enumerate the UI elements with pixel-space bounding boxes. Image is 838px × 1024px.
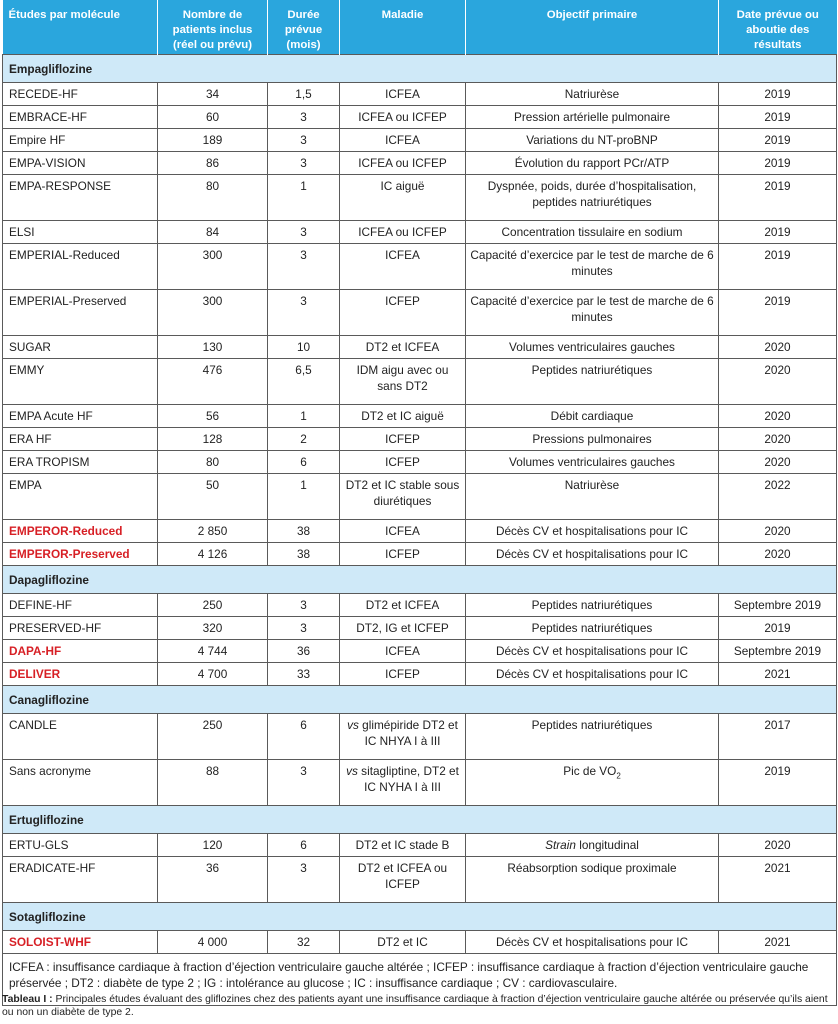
objective-text: Évolution du rapport PCr/ATP xyxy=(514,155,670,170)
cell-patients: 4 000 xyxy=(158,930,268,953)
disease-text: ICFEA xyxy=(385,132,420,147)
caption-label: Tableau I : xyxy=(2,994,53,1005)
cell-patients: 189 xyxy=(158,128,268,151)
cell-objective xyxy=(466,833,719,856)
cell-disease xyxy=(340,473,466,519)
cell-patients: 128 xyxy=(158,427,268,450)
objective-text: Décès CV et hospitalisations pour IC xyxy=(495,523,689,538)
cell-duration: 33 xyxy=(268,662,340,685)
cell-study: ELSI xyxy=(3,220,158,243)
group-row xyxy=(3,902,837,930)
cell-patients: 60 xyxy=(158,105,268,128)
cell-disease xyxy=(340,427,466,450)
cell-duration: 3 xyxy=(268,759,340,805)
cell-study: EMPEROR-Preserved xyxy=(3,542,158,565)
table-row xyxy=(3,174,837,220)
table-row xyxy=(3,404,837,427)
table-header xyxy=(3,0,837,54)
header-disease: Maladie xyxy=(340,0,466,54)
table-row xyxy=(3,519,837,542)
disease-text: ICFEA xyxy=(385,86,420,101)
cell-disease xyxy=(340,358,466,404)
cell-duration: 3 xyxy=(268,220,340,243)
table-row xyxy=(3,289,837,335)
cell-patients: 80 xyxy=(158,174,268,220)
objective-text: Pression artérielle pulmonaire xyxy=(513,109,671,124)
cell-disease xyxy=(340,151,466,174)
disease-text: DT2 et IC xyxy=(377,934,428,949)
disease-text: DT2 et ICFEA xyxy=(365,339,440,354)
table-row xyxy=(3,856,837,902)
cell-date: 2019 xyxy=(719,289,837,335)
cell-patients: 120 xyxy=(158,833,268,856)
objective-subscript: 2 xyxy=(616,770,621,780)
cell-disease xyxy=(340,128,466,151)
group-row xyxy=(3,805,837,833)
table-row xyxy=(3,542,837,565)
group-name: Dapagliflozine xyxy=(3,565,837,593)
cell-duration: 6 xyxy=(268,833,340,856)
cell-objective xyxy=(466,519,719,542)
cell-objective xyxy=(466,358,719,404)
cell-date: 2019 xyxy=(719,151,837,174)
table-row xyxy=(3,662,837,685)
objective-text: Variations du NT-proBNP xyxy=(526,132,658,147)
cell-study: EMPA-VISION xyxy=(3,151,158,174)
cell-disease xyxy=(340,593,466,616)
disease-text: ICFEP xyxy=(385,666,420,681)
disease-text: ICFEA xyxy=(385,247,420,262)
objective-text: Décès CV et hospitalisations pour IC xyxy=(495,666,689,681)
cell-date: 2021 xyxy=(719,662,837,685)
cell-date: 2020 xyxy=(719,519,837,542)
cell-duration: 38 xyxy=(268,519,340,542)
cell-date: 2020 xyxy=(719,542,837,565)
cell-objective xyxy=(466,82,719,105)
cell-duration: 3 xyxy=(268,616,340,639)
group-name: Canagliflozine xyxy=(3,685,837,713)
cell-disease xyxy=(340,616,466,639)
cell-study: EMPA-RESPONSE xyxy=(3,174,158,220)
cell-patients: 320 xyxy=(158,616,268,639)
cell-patients: 250 xyxy=(158,593,268,616)
cell-patients: 4 744 xyxy=(158,639,268,662)
table-row xyxy=(3,358,837,404)
cell-study: SOLOIST-WHF xyxy=(3,930,158,953)
group-name: Sotagliflozine xyxy=(3,902,837,930)
objective-text: Décès CV et hospitalisations pour IC xyxy=(495,643,689,658)
cell-duration: 3 xyxy=(268,243,340,289)
cell-objective xyxy=(466,639,719,662)
cell-disease xyxy=(340,542,466,565)
table-row xyxy=(3,427,837,450)
cell-patients: 80 xyxy=(158,450,268,473)
disease-text: DT2 et ICFEA xyxy=(365,597,440,612)
table-caption xyxy=(2,993,836,1019)
cell-duration: 6 xyxy=(268,713,340,759)
table-row xyxy=(3,105,837,128)
cell-disease xyxy=(340,450,466,473)
disease-text: ICFEP xyxy=(385,431,420,446)
table-row xyxy=(3,128,837,151)
objective-text: Volumes ventriculaires gauches xyxy=(509,454,675,469)
objective-text: Pic de VO xyxy=(563,763,617,778)
objective-text: Peptides natriurétiques xyxy=(531,717,653,732)
group-name: Empagliflozine xyxy=(3,54,837,82)
cell-date: 2019 xyxy=(719,105,837,128)
cell-patients: 130 xyxy=(158,335,268,358)
cell-duration: 3 xyxy=(268,289,340,335)
cell-date: 2022 xyxy=(719,473,837,519)
cell-objective xyxy=(466,220,719,243)
objective-text: Pressions pulmonaires xyxy=(532,431,652,446)
cell-patients: 84 xyxy=(158,220,268,243)
objective-text: longitudinal xyxy=(575,837,639,852)
cell-duration: 2 xyxy=(268,427,340,450)
header-patients: Nombre de patients inclus (réel ou prévu) xyxy=(158,0,268,54)
cell-patients: 4 700 xyxy=(158,662,268,685)
table-row xyxy=(3,639,837,662)
cell-patients: 476 xyxy=(158,358,268,404)
cell-study: Sans acronyme xyxy=(3,759,158,805)
cell-date: 2020 xyxy=(719,335,837,358)
cell-study: EMPERIAL-Preserved xyxy=(3,289,158,335)
cell-objective xyxy=(466,174,719,220)
cell-date: 2019 xyxy=(719,220,837,243)
cell-disease xyxy=(340,519,466,542)
header-objective: Objectif primaire xyxy=(466,0,719,54)
header-date: Date prévue ou aboutie des résultats xyxy=(719,0,837,54)
cell-date: 2017 xyxy=(719,713,837,759)
cell-date: 2019 xyxy=(719,759,837,805)
cell-duration: 3 xyxy=(268,128,340,151)
cell-disease xyxy=(340,174,466,220)
cell-date: Septembre 2019 xyxy=(719,593,837,616)
disease-text: DT2 et IC stable sous diurétiques xyxy=(345,477,460,508)
cell-date: 2019 xyxy=(719,243,837,289)
cell-date: 2021 xyxy=(719,856,837,902)
cell-patients: 50 xyxy=(158,473,268,519)
table-row xyxy=(3,220,837,243)
cell-patients: 4 126 xyxy=(158,542,268,565)
cell-date: 2019 xyxy=(719,616,837,639)
cell-disease xyxy=(340,82,466,105)
cell-disease xyxy=(340,105,466,128)
cell-study: EMMY xyxy=(3,358,158,404)
cell-disease xyxy=(340,930,466,953)
objective-italic: Strain xyxy=(545,837,576,852)
table-row xyxy=(3,930,837,953)
cell-duration: 36 xyxy=(268,639,340,662)
cell-study: ERA HF xyxy=(3,427,158,450)
cell-study: EMPA Acute HF xyxy=(3,404,158,427)
table-row xyxy=(3,593,837,616)
cell-patients: 88 xyxy=(158,759,268,805)
studies-table xyxy=(2,0,837,1006)
cell-duration: 6 xyxy=(268,450,340,473)
cell-disease xyxy=(340,243,466,289)
cell-duration: 38 xyxy=(268,542,340,565)
cell-objective xyxy=(466,473,719,519)
cell-duration: 1 xyxy=(268,404,340,427)
cell-objective xyxy=(466,856,719,902)
objective-text: Natriurèse xyxy=(564,477,620,492)
cell-objective xyxy=(466,128,719,151)
group-row xyxy=(3,54,837,82)
cell-date: 2021 xyxy=(719,930,837,953)
cell-date: 2020 xyxy=(719,427,837,450)
objective-text: Volumes ventriculaires gauches xyxy=(509,339,675,354)
cell-study: EMPERIAL-Reduced xyxy=(3,243,158,289)
disease-text: DT2, IG et ICFEP xyxy=(356,620,449,635)
disease-text: glimépiride DT2 et IC NHYA I à III xyxy=(358,717,458,748)
disease-text: ICFEP xyxy=(385,546,420,561)
disease-text: ICFEP xyxy=(385,454,420,469)
objective-text: Peptides natriurétiques xyxy=(531,620,653,635)
cell-duration: 3 xyxy=(268,105,340,128)
cell-study: CANDLE xyxy=(3,713,158,759)
disease-text: IC aiguë xyxy=(380,178,425,193)
disease-text: ICFEA xyxy=(385,643,420,658)
objective-text: Réabsorption sodique proximale xyxy=(507,860,677,875)
objective-text: Peptides natriurétiques xyxy=(531,362,653,377)
table-row xyxy=(3,450,837,473)
group-row xyxy=(3,565,837,593)
cell-patients: 300 xyxy=(158,289,268,335)
cell-date: 2020 xyxy=(719,450,837,473)
objective-text: Décès CV et hospitalisations pour IC xyxy=(495,546,689,561)
disease-text: ICFEA ou ICFEP xyxy=(358,109,447,124)
header-study: Études par molécule xyxy=(3,0,158,54)
table-row xyxy=(3,713,837,759)
cell-patients: 250 xyxy=(158,713,268,759)
disease-text: ICFEA xyxy=(385,523,420,538)
cell-study: EMPA xyxy=(3,473,158,519)
cell-objective xyxy=(466,759,719,805)
cell-duration: 3 xyxy=(268,151,340,174)
cell-study: EMPEROR-Reduced xyxy=(3,519,158,542)
table-row xyxy=(3,833,837,856)
cell-duration: 6,5 xyxy=(268,358,340,404)
disease-vs: vs xyxy=(346,763,358,778)
table-row xyxy=(3,616,837,639)
table-row xyxy=(3,151,837,174)
cell-study: ERA TROPISM xyxy=(3,450,158,473)
cell-patients: 300 xyxy=(158,243,268,289)
cell-disease xyxy=(340,713,466,759)
cell-study: DELIVER xyxy=(3,662,158,685)
objective-text: Débit cardiaque xyxy=(550,408,634,423)
cell-disease xyxy=(340,833,466,856)
disease-vs: vs xyxy=(347,717,359,732)
objective-text: Peptides natriurétiques xyxy=(531,597,653,612)
cell-disease xyxy=(340,856,466,902)
cell-objective xyxy=(466,662,719,685)
cell-date: 2020 xyxy=(719,358,837,404)
group-row xyxy=(3,685,837,713)
group-name: Ertugliflozine xyxy=(3,805,837,833)
cell-disease xyxy=(340,289,466,335)
disease-text: DT2 et IC stade B xyxy=(355,837,450,852)
objective-text: Natriurèse xyxy=(564,86,620,101)
cell-duration: 10 xyxy=(268,335,340,358)
cell-patients: 34 xyxy=(158,82,268,105)
cell-study: RECEDE-HF xyxy=(3,82,158,105)
cell-objective xyxy=(466,243,719,289)
disease-text: ICFEA ou ICFEP xyxy=(358,224,447,239)
disease-text: DT2 et ICFEA ou ICFEP xyxy=(357,860,448,891)
cell-disease xyxy=(340,404,466,427)
cell-date: 2019 xyxy=(719,174,837,220)
cell-study: ERTU-GLS xyxy=(3,833,158,856)
cell-duration: 1,5 xyxy=(268,82,340,105)
cell-duration: 1 xyxy=(268,174,340,220)
cell-date: 2020 xyxy=(719,833,837,856)
cell-disease xyxy=(340,662,466,685)
cell-objective xyxy=(466,335,719,358)
cell-disease xyxy=(340,759,466,805)
cell-study: PRESERVED-HF xyxy=(3,616,158,639)
cell-patients: 36 xyxy=(158,856,268,902)
cell-objective xyxy=(466,151,719,174)
caption-text: Principales études évaluant des gliflozines chez des patients ayant une insuffisance cardiaque à fraction d’éjection ventriculaire gauche altérée ou préservée qu’ils aient ou non un diabète de type 2. xyxy=(2,994,828,1018)
cell-objective xyxy=(466,713,719,759)
table-row xyxy=(3,82,837,105)
objective-text: Capacité d’exercice par le test de marche de 6 minutes xyxy=(470,247,714,278)
cell-patients: 2 850 xyxy=(158,519,268,542)
abbreviations-note: ICFEA : insuffisance cardiaque à fraction d’éjection ventriculaire gauche altérée ; ICFEP : insuffisance cardiaque à fraction d’éjection ventriculaire gauche préservée ; DT2 : diabète de type 2 ; IG : intolérance au glucose ; IC : insuffisance cardiaque ; CV : cardiovasculaire. xyxy=(3,953,837,1005)
cell-disease xyxy=(340,220,466,243)
cell-duration: 3 xyxy=(268,593,340,616)
cell-study: SUGAR xyxy=(3,335,158,358)
cell-objective xyxy=(466,427,719,450)
cell-study: ERADICATE-HF xyxy=(3,856,158,902)
cell-objective xyxy=(466,930,719,953)
cell-study: DEFINE-HF xyxy=(3,593,158,616)
cell-duration: 3 xyxy=(268,856,340,902)
cell-patients: 86 xyxy=(158,151,268,174)
cell-study: DAPA-HF xyxy=(3,639,158,662)
cell-date: Septembre 2019 xyxy=(719,639,837,662)
cell-duration: 32 xyxy=(268,930,340,953)
objective-text: Dyspnée, poids, durée d’hospitalisation, peptides natriurétiques xyxy=(487,178,697,209)
objective-text: Décès CV et hospitalisations pour IC xyxy=(495,934,689,949)
cell-objective xyxy=(466,593,719,616)
table-row xyxy=(3,759,837,805)
objective-text: Concentration tissulaire en sodium xyxy=(501,224,683,239)
cell-objective xyxy=(466,616,719,639)
disease-text: ICFEA ou ICFEP xyxy=(358,155,447,170)
cell-study: EMBRACE-HF xyxy=(3,105,158,128)
table-row xyxy=(3,335,837,358)
cell-date: 2019 xyxy=(719,128,837,151)
cell-patients: 56 xyxy=(158,404,268,427)
disease-text: sitagliptine, DT2 et IC NYHA I à III xyxy=(357,763,459,794)
cell-date: 2020 xyxy=(719,404,837,427)
header-duration: Durée prévue (mois) xyxy=(268,0,340,54)
objective-text: Capacité d’exercice par le test de marche de 6 minutes xyxy=(470,293,714,324)
cell-objective xyxy=(466,289,719,335)
cell-study: Empire HF xyxy=(3,128,158,151)
table-row xyxy=(3,473,837,519)
disease-text: DT2 et IC aiguë xyxy=(361,408,444,423)
table-body xyxy=(3,54,837,1005)
cell-disease xyxy=(340,335,466,358)
cell-objective xyxy=(466,105,719,128)
cell-duration: 1 xyxy=(268,473,340,519)
cell-objective xyxy=(466,404,719,427)
table-row xyxy=(3,243,837,289)
cell-objective xyxy=(466,542,719,565)
cell-objective xyxy=(466,450,719,473)
cell-date: 2019 xyxy=(719,82,837,105)
disease-text: ICFEP xyxy=(385,293,420,308)
disease-text: IDM aigu avec ou sans DT2 xyxy=(356,362,449,393)
cell-disease xyxy=(340,639,466,662)
